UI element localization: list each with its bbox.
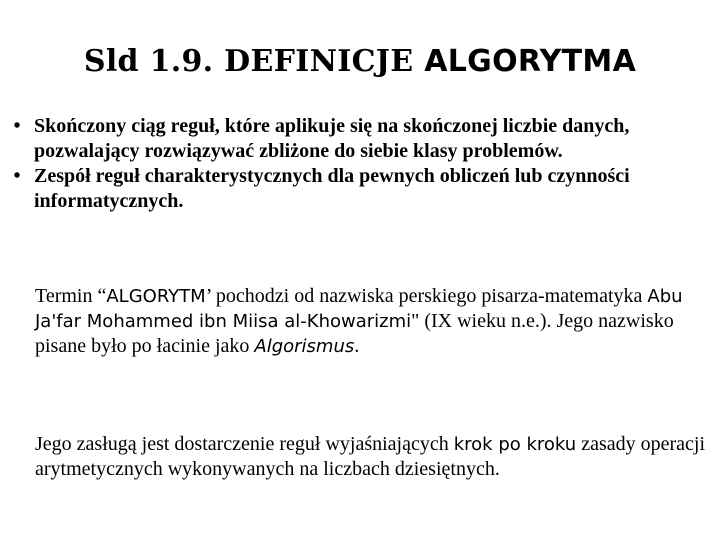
etymology-after-name: " (IX wieku n.e.). Jego nazwisko pisane było po łacinie jako — [35, 310, 674, 357]
etymology-mid: ’ pochodzi od nazwiska perskiego pisarza-matematyka — [205, 285, 648, 307]
etymology-paragraph — [35, 284, 710, 359]
slide-title-prefix: Sld 1.9. DEFINICJE — [83, 44, 414, 80]
definition-text: Zespół reguł charakterystycznych dla pewnych obliczeń lub czynności informatycznych. — [34, 165, 630, 212]
slide-title — [0, 42, 720, 82]
slide-title-algorithm: ALGORYTMA — [424, 44, 637, 80]
merit-paragraph — [35, 432, 710, 481]
latin-name: Algorismus — [254, 336, 355, 357]
definition-item — [8, 164, 708, 214]
author-name: Abu Ja'far Mohammed ibn Miisa al-Khowarizmi — [35, 286, 683, 332]
bullet-icon: • — [13, 115, 21, 137]
merit-rest: zasady operacji arytmetycznych wykonywanych na liczbach dziesiętnych. — [35, 433, 706, 480]
etymology-end: . — [354, 335, 360, 357]
definition-text: Skończony ciąg reguł, które aplikuje się na skończonej liczbie danych, pozwalający rozwiązywać zbliżone do siebie klasy problemów. — [34, 115, 630, 162]
bullet-icon: • — [13, 165, 21, 187]
term-algorytm: ALGORYTM — [106, 286, 206, 307]
step-by-step-phrase: krok po kroku — [453, 434, 577, 455]
merit-lead: Jego zasługą jest dostarczenie reguł wyjaśniających — [35, 433, 454, 455]
definition-item — [8, 114, 708, 164]
etymology-lead: Termin “ — [35, 285, 107, 307]
definition-list — [8, 114, 708, 214]
